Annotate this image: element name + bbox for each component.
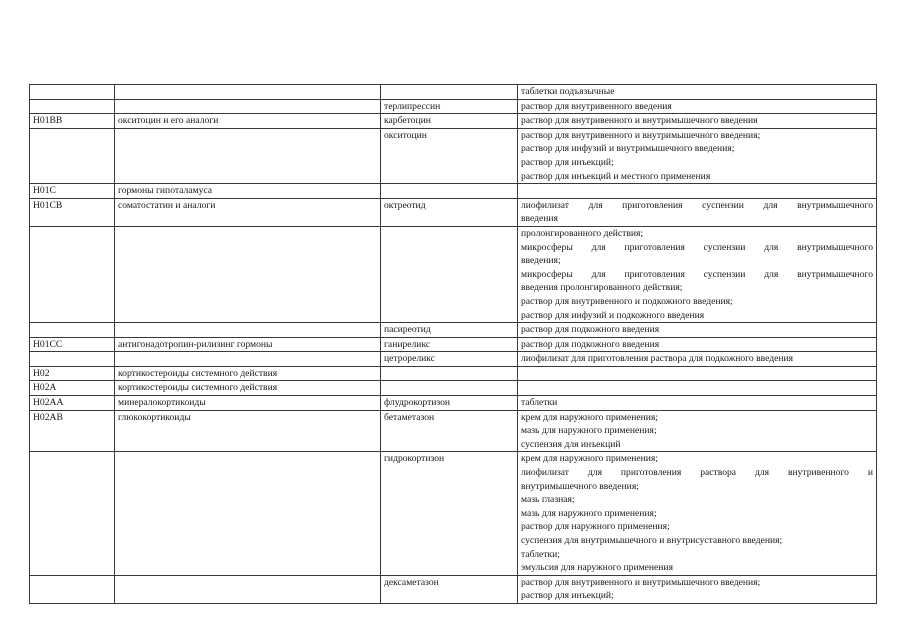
table-row: [30, 366, 877, 381]
atc-code-cell: [30, 452, 115, 575]
dosage-forms-cell: [518, 99, 877, 114]
table-row: [30, 410, 877, 452]
anatomical-group-cell: кортикостероиды системного действия: [115, 366, 381, 381]
dosage-form-line: таблетки;: [521, 548, 560, 560]
anatomical-group-cell: [115, 575, 381, 603]
dosage-forms-cell: [518, 366, 877, 381]
table-row: [30, 198, 877, 226]
dosage-form-line: лиофилизат для приготовления раствора для внутривенного и: [521, 467, 873, 479]
atc-code-cell: [30, 85, 115, 100]
dosage-forms-cell: [518, 323, 877, 338]
dosage-form-line: крем для наружного применения;: [521, 453, 658, 465]
anatomical-group-cell: [115, 226, 381, 322]
atc-code-cell: H02AB: [30, 410, 115, 452]
atc-code-cell: H01CC: [30, 337, 115, 352]
dosage-form-line: раствор для инъекций;: [521, 590, 614, 602]
dosage-form-line: пролонгированного действия;: [521, 227, 644, 239]
table-row: [30, 128, 877, 183]
dosage-form-line: раствор для инфузий и внутримышечного введения;: [521, 143, 735, 155]
atc-code-cell: [30, 128, 115, 183]
anatomical-group-cell: кортикостероиды системного действия: [115, 381, 381, 396]
anatomical-group-cell: [115, 128, 381, 183]
atc-code-cell: [30, 226, 115, 322]
atc-code-cell: [30, 575, 115, 603]
dosage-forms-cell: [518, 114, 877, 129]
atc-code-cell: [30, 99, 115, 114]
anatomical-group-cell: соматостатин и аналоги: [115, 198, 381, 226]
dosage-form-line: лиофилизат для приготовления суспензии для внутримышечного: [521, 199, 873, 211]
anatomical-group-cell: глюкокортикоиды: [115, 410, 381, 452]
dosage-form-line: раствор для инъекций;: [521, 156, 614, 168]
drug-name-cell: [381, 85, 518, 100]
atc-code-cell: H01C: [30, 184, 115, 199]
dosage-form-line: раствор для внутривенного и внутримышечного введения;: [521, 576, 761, 588]
dosage-form-line: раствор для внутривенного и внутримышечного введения: [521, 115, 758, 127]
dosage-form-line: раствор для подкожного введения: [521, 324, 660, 336]
drug-name-cell: цетрореликс: [381, 352, 518, 367]
anatomical-group-cell: окситоцин и его аналоги: [115, 114, 381, 129]
anatomical-group-cell: [115, 323, 381, 338]
table-row: [30, 396, 877, 411]
dosage-form-line: мазь для наружного применения;: [521, 507, 657, 519]
anatomical-group-cell: антигонадотропин-рилизинг гормоны: [115, 337, 381, 352]
atc-code-cell: H01BB: [30, 114, 115, 129]
table-row: [30, 226, 877, 322]
anatomical-group-cell: [115, 85, 381, 100]
dosage-form-line: крем для наружного применения;: [521, 411, 658, 423]
atc-code-cell: [30, 323, 115, 338]
dosage-form-line: лиофилизат для приготовления раствора для подкожного введения: [521, 353, 794, 365]
dosage-form-line: раствор для инфузий и подкожного введения: [521, 309, 705, 321]
dosage-form-line: эмульсия для наружного применения: [521, 562, 673, 574]
dosage-form-line: микросферы для приготовления суспензии для внутримышечного: [521, 241, 873, 253]
table-row: [30, 184, 877, 199]
dosage-form-line: раствор для подкожного введения: [521, 338, 660, 350]
atc-code-cell: H02A: [30, 381, 115, 396]
drug-name-cell: пасиреотид: [381, 323, 518, 338]
drug-name-cell: карбетоцин: [381, 114, 518, 129]
anatomical-group-cell: минералокортикоиды: [115, 396, 381, 411]
atc-code-cell: H01CB: [30, 198, 115, 226]
dosage-form-line: таблетки подъязычные: [521, 86, 615, 97]
dosage-form-line: введения пролонгированного действия;: [521, 282, 683, 294]
dosage-forms-cell: [518, 184, 877, 199]
table-row: [30, 85, 877, 100]
dosage-form-line: суспензия для инъекций: [521, 438, 621, 450]
dosage-forms-cell: [518, 128, 877, 183]
dosage-forms-cell: [518, 337, 877, 352]
dosage-forms-cell: [518, 226, 877, 322]
dosage-forms-cell: [518, 198, 877, 226]
drug-name-cell: [381, 226, 518, 322]
drug-name-cell: ганиреликс: [381, 337, 518, 352]
anatomical-group-cell: [115, 452, 381, 575]
table-row: [30, 99, 877, 114]
dosage-form-line: мазь для наружного применения;: [521, 425, 657, 437]
dosage-forms-cell: [518, 452, 877, 575]
dosage-form-line: внутримышечного введения;: [521, 480, 639, 492]
drug-name-cell: флудрокортизон: [381, 396, 518, 411]
dosage-forms-cell: [518, 85, 877, 100]
dosage-form-line: раствор для наружного применения;: [521, 521, 670, 533]
dosage-form-line: введения;: [521, 255, 561, 267]
anatomical-group-cell: [115, 352, 381, 367]
drug-table-body: [30, 85, 877, 604]
drug-name-cell: бетаметазон: [381, 410, 518, 452]
dosage-forms-cell: [518, 410, 877, 452]
dosage-form-line: суспензия для внутримышечного и внутрисуставного введения;: [521, 535, 783, 546]
dosage-form-line: раствор для инъекций и местного применения: [521, 170, 711, 182]
dosage-forms-cell: [518, 381, 877, 396]
dosage-form-line: мазь глазная;: [521, 494, 575, 506]
drug-name-cell: [381, 184, 518, 199]
table-row: [30, 323, 877, 338]
anatomical-group-cell: [115, 99, 381, 114]
drug-name-cell: октреотид: [381, 198, 518, 226]
dosage-forms-cell: [518, 396, 877, 411]
dosage-forms-cell: [518, 352, 877, 367]
dosage-form-line: введения: [521, 213, 558, 225]
table-row: [30, 575, 877, 603]
dosage-form-line: раствор для внутривенного и внутримышечного введения;: [521, 129, 761, 141]
dosage-form-line: раствор для внутривенного и подкожного введения;: [521, 295, 733, 307]
dosage-form-line: таблетки: [521, 397, 558, 409]
table-row: [30, 452, 877, 575]
drug-name-cell: терлипрессин: [381, 99, 518, 114]
drug-table: [29, 84, 877, 604]
drug-name-cell: [381, 366, 518, 381]
drug-name-cell: дексаметазон: [381, 575, 518, 603]
anatomical-group-cell: гормоны гипоталамуса: [115, 184, 381, 199]
drug-name-cell: [381, 381, 518, 396]
drug-name-cell: окситоцин: [381, 128, 518, 183]
table-row: [30, 381, 877, 396]
dosage-form-line: раствор для внутривенного введения: [521, 100, 672, 112]
table-row: [30, 114, 877, 129]
atc-code-cell: H02AA: [30, 396, 115, 411]
atc-code-cell: H02: [30, 366, 115, 381]
atc-code-cell: [30, 352, 115, 367]
dosage-forms-cell: [518, 575, 877, 603]
drug-name-cell: гидрокортизон: [381, 452, 518, 575]
table-row: [30, 337, 877, 352]
table-row: [30, 352, 877, 367]
dosage-form-line: микросферы для приготовления суспензии для внутримышечного: [521, 268, 873, 280]
